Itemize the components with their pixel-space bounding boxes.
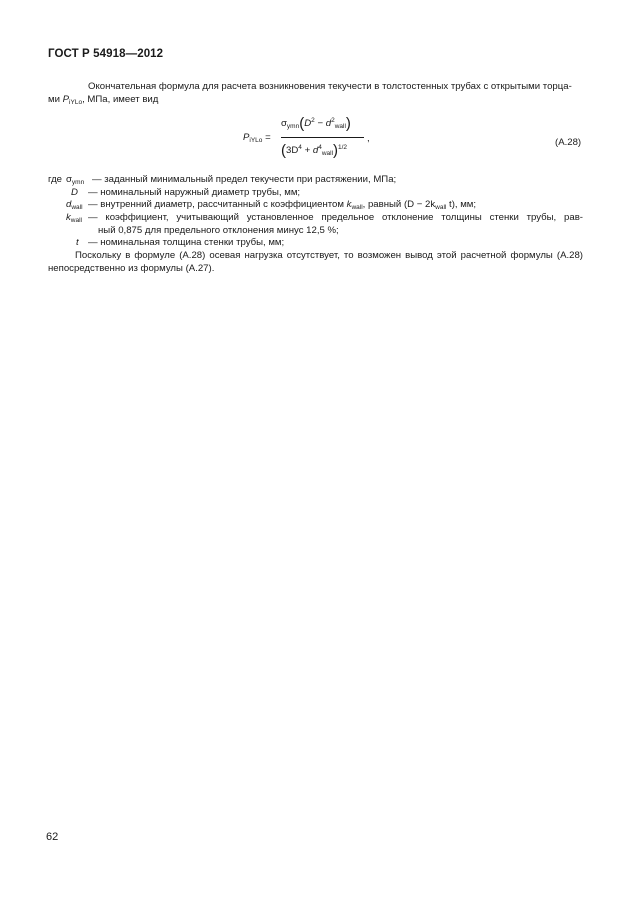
definitions-list — [48, 174, 583, 250]
def-d-k2-sub: wall — [435, 204, 447, 212]
page-number: 62 — [46, 831, 59, 843]
formula-num-d-sup: 2 — [331, 117, 335, 124]
definition-symbol — [66, 212, 82, 225]
definition-item — [48, 237, 583, 250]
document-header: ГОСТ Р 54918—2012 — [48, 48, 164, 60]
def-d-text-mid: , равный (D − 2k — [362, 199, 436, 211]
formula-plus: + — [304, 145, 311, 156]
formula-minus: − — [317, 118, 324, 129]
definition-item — [48, 199, 583, 212]
paragraph-2-line-1-text: Поскольку в формуле (А.28) осевая нагрузка отсутствует, то возможен вывод этой расчетной формулы (А.28) — [75, 250, 583, 261]
definition-symbol — [66, 199, 83, 212]
paragraph-2 — [48, 250, 583, 275]
formula-equals: = — [265, 132, 271, 143]
intro-line-1: Окончательная формула для расчета возникновения текучести в толстостенных трубах с открытыми торца- — [88, 81, 572, 92]
formula-lhs-sub: iYLo — [249, 137, 263, 144]
intro-line-2-pre: ми — [48, 93, 60, 105]
formula-den-d-sub: wall — [321, 150, 334, 157]
definition-continuation — [48, 225, 583, 238]
definition-text — [88, 212, 583, 225]
def-d-k: k — [346, 199, 352, 211]
definition-symbol — [71, 187, 78, 200]
intro-line-2-post: , МПа, имеет вид — [82, 93, 159, 105]
intro-symbol-sub: iYLo — [69, 98, 83, 106]
def-k-text: — коэффициент, учитывающий установленное предельное отклонение толщины стенки трубы, рав- — [88, 212, 583, 224]
formula-den-d: d — [312, 145, 319, 156]
formula-den-d-sup: 4 — [318, 144, 322, 151]
def-sym-sigma-sub: ymn — [71, 179, 85, 186]
definition-item — [48, 187, 583, 200]
def-sym-k: k — [66, 212, 71, 224]
formula-trailing-comma: , — [367, 133, 370, 144]
formula-num-D-sup: 2 — [311, 117, 315, 124]
formula-num-D: D — [304, 118, 312, 129]
paragraph-2-line-1 — [48, 250, 583, 263]
def-sym-D: D — [71, 186, 78, 198]
formula-lhs-symbol: P — [243, 132, 250, 143]
formula-lhs — [243, 132, 271, 145]
fraction-bar — [281, 137, 364, 138]
definition-symbol — [76, 237, 79, 250]
formula-num-d: d — [325, 118, 332, 129]
formula-den-coef: 3D — [286, 145, 299, 156]
def-d-k-sub: wall — [351, 204, 363, 212]
definitions-lead: где — [48, 174, 63, 185]
def-k-text-cont: ный 0,875 для предельного отклонения минус 12,5 %; — [98, 224, 339, 236]
def-sym-k-sub: wall — [70, 217, 82, 225]
formula-a28 — [243, 114, 383, 164]
formula-power: 1/2 — [338, 144, 348, 151]
definition-symbol — [66, 174, 84, 187]
definition-item — [48, 212, 583, 225]
definition-text: — заданный минимальный предел текучести при растяжении, МПа; — [92, 174, 397, 185]
def-sym-t: t — [76, 237, 79, 249]
definition-item — [48, 174, 583, 187]
def-sym-sigma: σ — [66, 174, 72, 185]
equation-number: (A.28) — [555, 137, 582, 148]
definition-text: — номинальный наружный диаметр трубы, мм; — [88, 186, 301, 198]
def-sym-d-sub: wall — [71, 204, 83, 212]
intro-paragraph — [48, 81, 583, 106]
paragraph-2-line-2: непосредственно из формулы (А.27). — [48, 262, 215, 274]
formula-sigma-sub: ymn — [286, 123, 300, 130]
definition-text — [88, 199, 476, 212]
formula-numerator: $\sigma_{ymn}(D^2 - d^2_{wall})$ — [281, 115, 351, 132]
def-sym-d: d — [66, 199, 72, 211]
formula-den-coef-sup: 4 — [298, 144, 302, 151]
def-d-text-post: t), мм; — [446, 199, 477, 211]
formula-num-d-sub: wall — [334, 123, 346, 130]
formula-denominator: $(3D^4 + d^4_{wall})^{1/2}$ — [281, 142, 348, 159]
definition-text: — номинальная толщина стенки трубы, мм; — [88, 237, 285, 249]
def-d-text-pre: — внутренний диаметр, рассчитанный с коэффициентом — [88, 199, 344, 211]
intro-symbol: P — [62, 93, 70, 105]
formula-sigma: σ — [281, 118, 287, 129]
